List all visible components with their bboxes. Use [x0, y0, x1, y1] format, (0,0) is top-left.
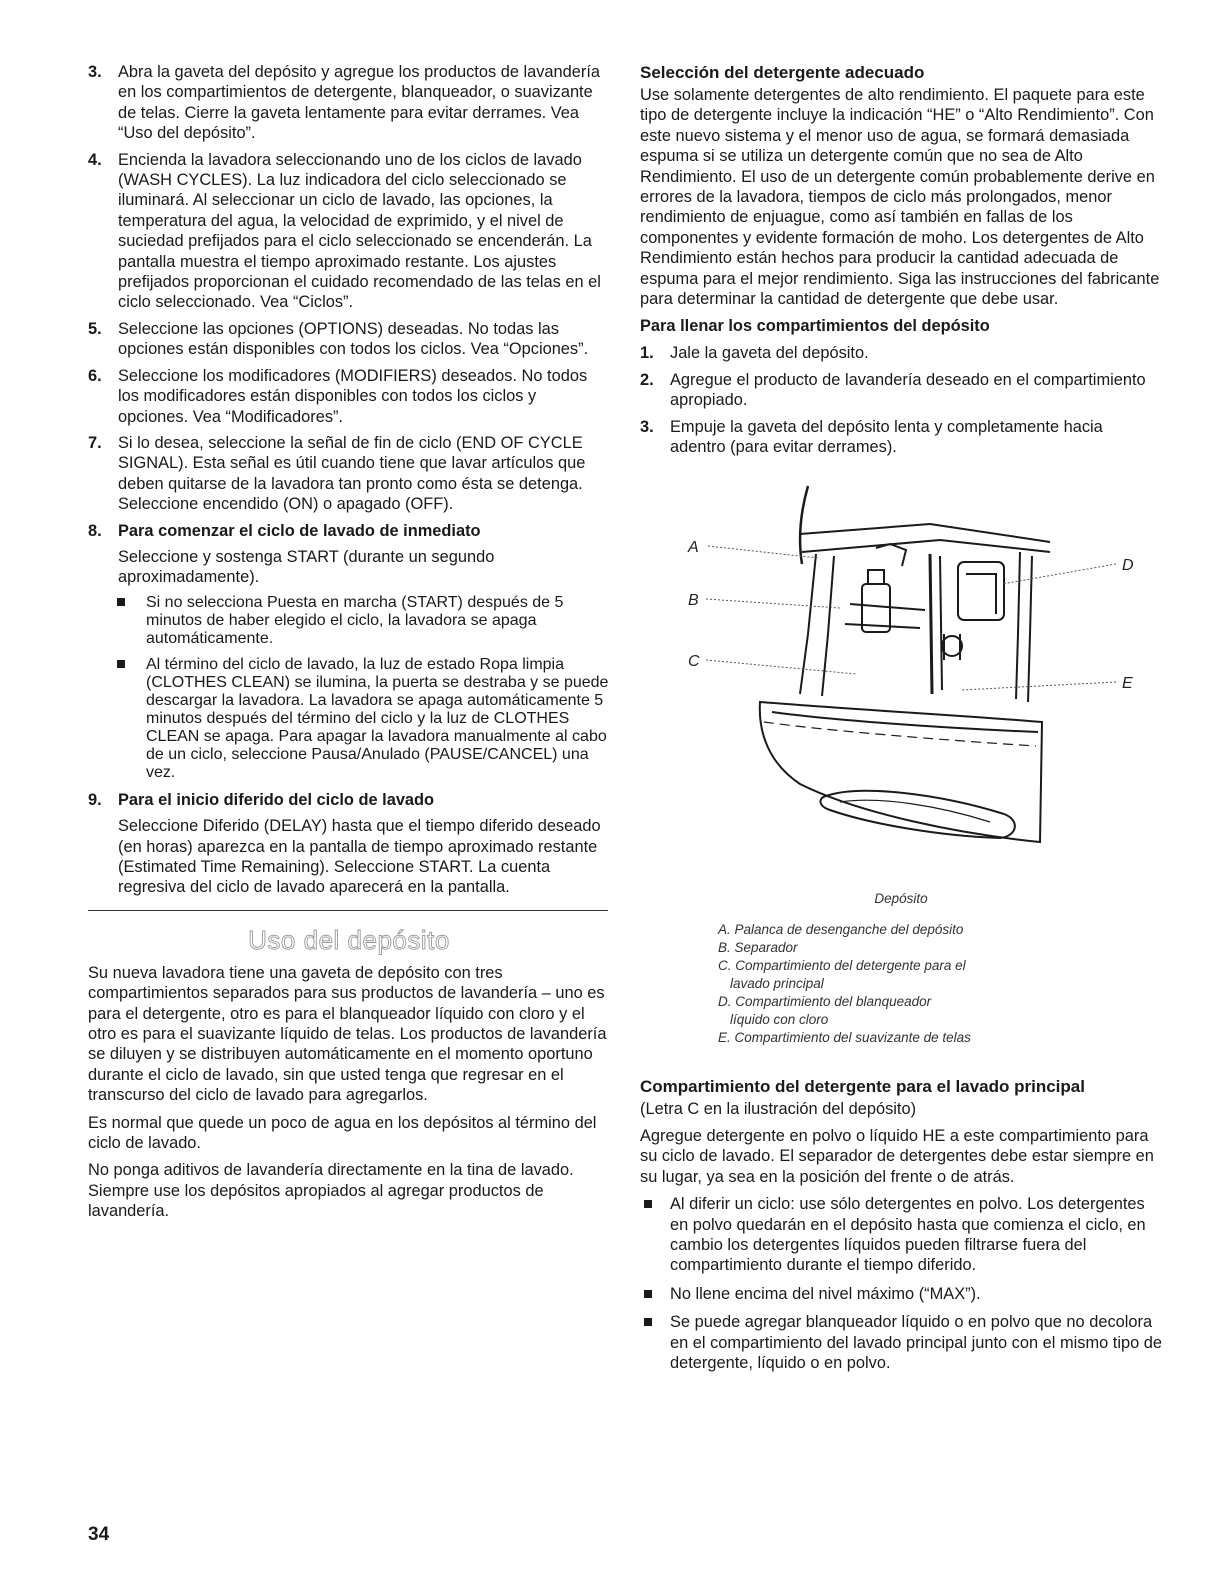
step-title: Para el inicio diferido del ciclo de lavado: [118, 790, 435, 809]
step-number: 5.: [88, 319, 102, 338]
step-text: Agregue el producto de lavandería deseado en el compartimiento apropiado.: [670, 370, 1146, 410]
step-title: Para comenzar el ciclo de lavado de inmediato: [118, 521, 481, 540]
bullet-text: Al diferir un ciclo: use sólo detergentes en polvo. Los detergentes en polvo quedarán en el depósito hasta que comienza el ciclo, en cambio los detergentes líquidos pueden filtrarse fuera del compartimiento durante el tiempo diferido.: [670, 1195, 1146, 1275]
step-6: [88, 366, 610, 427]
label-c: C: [688, 652, 700, 670]
step-text: Seleccione los modificadores (MODIFIERS) deseados. No todos los modificadores están disponibles con todos los ciclos y opciones. Vea “Modificadores”.: [118, 366, 588, 426]
main-wash-bullet: [640, 1194, 1162, 1276]
legend-item: C. Compartimiento del detergente para el: [718, 957, 966, 973]
figure-caption: Depósito: [874, 890, 928, 906]
step-number: 2.: [640, 370, 654, 389]
step-8-bullet: [88, 594, 610, 648]
legend-item: B. Separador: [718, 939, 798, 955]
heading-main-wash-compartment: Compartimiento del detergente para el lavado principal: [640, 1076, 1085, 1096]
paragraph: Use solamente detergentes de alto rendimiento. El paquete para este tipo de detergente incluye la indicación “HE” o “Alto Rendimiento”. Con este nuevo sistema y el menor uso de agua, se formará demasiada espuma si se utiliza un detergente común que no sea de Alto Rendimiento. El uso de un detergente común probablemente derive en errores de la lavadora, tiempos de ciclo más prolongados, menor rendimiento de enjuague, como así también en fallas de los componentes y evidente formación de moho. Los detergentes de Alto Rendimiento están hechos para producir la cantidad adecuada de espuma para el mejor rendimiento. Siga las instrucciones del fabricante para determinar la cantidad de detergente que debe usar.: [640, 86, 1160, 309]
step-5: [88, 319, 610, 360]
step-number: 8.: [88, 521, 102, 540]
right-column: [640, 62, 1162, 1381]
step-text: Seleccione las opciones (OPTIONS) deseadas. No todas las opciones están disponibles con todos los ciclos. Vea “Opciones”.: [118, 319, 589, 359]
dispenser-drawer-drawing: [640, 484, 1162, 882]
dispenser-illustration: [640, 484, 1162, 882]
paragraph: No ponga aditivos de lavandería directamente en la tina de lavado. Siempre use los depósitos apropiados al agregar productos de lavandería.: [88, 1161, 574, 1221]
section-title: Uso del depósito: [248, 924, 450, 955]
paragraph: Agregue detergente en polvo o líquido HE a este compartimiento para su ciclo de lavado. El separador de detergentes debe estar siempre en su lugar, ya sea en la posición del frente o de atrás.: [640, 1126, 1154, 1186]
step-7: [88, 433, 610, 515]
step-text: Si lo desea, seleccione la señal de fin de ciclo (END OF CYCLE SIGNAL). Esta señal es útil cuando tiene que lavar artículos que deben quitarse de la lavadora tan pronto como ésta se detenga. Seleccione encendido (ON) o apagado (OFF).: [118, 433, 586, 514]
step-text: Encienda la lavadora seleccionando uno de los ciclos de lavado (WASH CYCLES). La luz indicadora del ciclo seleccionado se iluminará. Al seleccionar un ciclo de lavado, las opciones, la temperatura del agua, la velocidad de exprimido, y el nivel de suciedad prefijados para el ciclo seleccionado se encenderán. La pantalla muestra el tiempo aproximado restante. Los ajustes prefijados proporcionan el cuidado recomendado de las telas en el ciclo seleccionado. Vea “Ciclos”.: [118, 150, 601, 312]
step-text: Jale la gaveta del depósito.: [670, 344, 869, 363]
section-divider: [88, 910, 608, 911]
label-a: A: [688, 538, 699, 556]
bullet-text: Se puede agregar blanqueador líquido o en polvo que no decolora en el compartimiento del lavado principal junto con el mismo tipo de detergente, líquido o en polvo.: [670, 1313, 1162, 1372]
step-text: Abra la gaveta del depósito y agregue los productos de lavandería en los compartimientos de detergente, blanqueador, o suavizante de telas. Cierre la gaveta lentamente para evitar derrames. Vea “Uso del depósito”.: [118, 63, 601, 143]
legend-item: lavado principal: [730, 975, 824, 991]
heading-fill-compartments: Para llenar los compartimientos del depósito: [640, 317, 990, 336]
fill-step-3: [640, 417, 1162, 458]
step-number: 1.: [640, 344, 654, 363]
bullet-square-icon: [644, 1200, 652, 1208]
heading-detergent-selection: Selección del detergente adecuado: [640, 63, 925, 82]
paragraph: (Letra C en la ilustración del depósito): [640, 1099, 917, 1118]
step-8-text: Seleccione y sostenga START (durante un segundo aproximadamente).: [118, 547, 495, 587]
bullet-text: Si no selecciona Puesta en marcha (START) después de 5 minutos de haber elegido el ciclo, la lavadora se apaga automáticamente.: [146, 593, 564, 647]
paragraph: Su nueva lavadora tiene una gaveta de depósito con tres compartimientos separados para sus productos de lavandería – uno es para el detergente, otro es para el blanqueador líquido con cloro y el otro es para el suavizante líquido de telas. Los productos de lavandería se diluyen y se distribuyen automáticamente en el momento oportuno durante el ciclo de lavado, sin que usted tenga que regresar en el transcurso del ciclo de lavado para agregarlos.: [88, 963, 607, 1105]
figure-legend: [640, 921, 1162, 1046]
step-number: 4.: [88, 150, 102, 169]
step-9-text: Seleccione Diferido (DELAY) hasta que el tiempo diferido deseado (en horas) aparezca en la pantalla de tiempo aproximado restante (Estimated Time Remaining). Seleccione START. La cuenta regresiva del ciclo de lavado aparecerá en la pantalla.: [118, 817, 601, 897]
page-number: 34: [88, 1524, 110, 1545]
left-column: [88, 62, 610, 1229]
paragraph: Es normal que quede un poco de agua en los depósitos al término del ciclo de lavado.: [88, 1113, 597, 1153]
legend-item: líquido con cloro: [730, 1011, 829, 1027]
label-d: D: [1122, 556, 1134, 574]
bullet-square-icon: [117, 598, 125, 606]
step-8-bullet: [88, 656, 610, 782]
legend-item: D. Compartimiento del blanqueador: [718, 993, 932, 1009]
bullet-text: No llene encima del nivel máximo (“MAX”).: [670, 1284, 981, 1303]
step-8-title: [88, 521, 610, 541]
bullet-square-icon: [644, 1290, 652, 1298]
fill-step-2: [640, 370, 1162, 411]
legend-item: E. Compartimiento del suavizante de telas: [718, 1029, 971, 1045]
step-number: 3.: [88, 63, 102, 81]
step-number: 7.: [88, 433, 102, 452]
main-wash-bullet: [640, 1284, 1162, 1304]
step-number: 6.: [88, 366, 102, 385]
step-number: 9.: [88, 790, 102, 809]
step-text: Empuje la gaveta del depósito lenta y completamente hacia adentro (para evitar derrames).: [670, 417, 1103, 457]
step-9-title: [88, 790, 610, 810]
label-b: B: [688, 591, 699, 609]
main-wash-bullet: [640, 1312, 1162, 1373]
bullet-square-icon: [644, 1318, 652, 1326]
step-number: 3.: [640, 417, 654, 436]
legend-item: A. Palanca de desenganche del depósito: [718, 921, 964, 937]
bullet-square-icon: [117, 660, 125, 668]
step-3: [88, 62, 610, 144]
fill-step-1: [640, 343, 1162, 363]
bullet-text: Al término del ciclo de lavado, la luz de estado Ropa limpia (CLOTHES CLEAN) se ilumina, la puerta se destraba y se puede descargar la lavadora. La lavadora se apaga automáticamente 5 minutos después del término del ciclo y la luz de CLOTHES CLEAN se apaga. Para apagar la lavadora manualmente al cabo de un ciclo, seleccione Pausa/Anulado (PAUSE/CANCEL) una vez.: [146, 655, 609, 781]
label-e: E: [1122, 674, 1133, 692]
step-4: [88, 150, 610, 313]
